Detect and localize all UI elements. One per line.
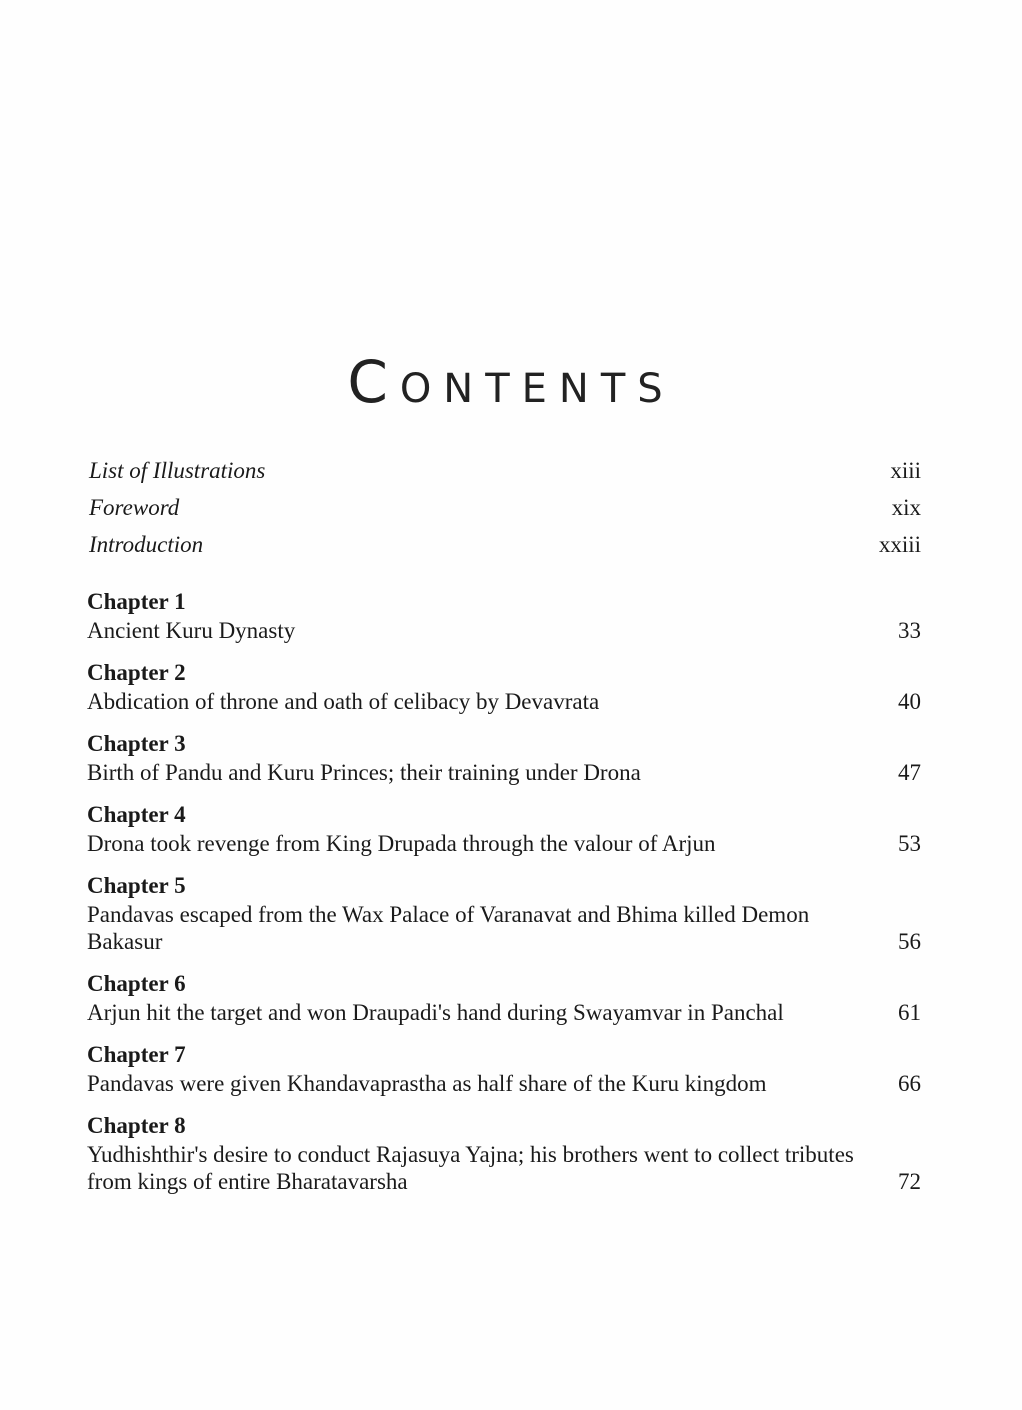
- chapter-heading: Chapter 2: [87, 660, 186, 685]
- chapter-entry[interactable]: [87, 968, 921, 1026]
- front-matter-page: xxiii: [878, 532, 921, 557]
- chapter-page: 47: [898, 760, 921, 785]
- chapter-heading: Chapter 7: [87, 1042, 186, 1067]
- chapter-title: Abdication of throne and oath of celibacy by Devavrata: [87, 689, 600, 714]
- chapter-page: 61: [898, 1000, 921, 1025]
- chapter-entry[interactable]: [87, 1039, 921, 1097]
- title-rest: ONTENTS: [399, 366, 675, 413]
- front-matter-label: Introduction: [89, 532, 204, 557]
- chapter-title: Ancient Kuru Dynasty: [87, 618, 296, 643]
- chapter-heading: Chapter 6: [87, 971, 186, 996]
- front-matter-page: xiii: [890, 458, 921, 483]
- front-matter-item[interactable]: [89, 495, 921, 532]
- chapter-title: Pandavas escaped from the Wax Palace of Varanavat and Bhima killed Demon Bakasur: [87, 902, 810, 954]
- chapter-heading: Chapter 4: [87, 802, 186, 827]
- chapter-title: Arjun hit the target and won Draupadi's hand during Swayamvar in Panchal: [87, 1000, 784, 1025]
- chapter-entry[interactable]: [87, 586, 921, 644]
- chapter-entry[interactable]: [87, 728, 921, 786]
- chapter-page: 72: [898, 1169, 921, 1194]
- front-matter-list: [89, 458, 921, 569]
- contents-title: [0, 348, 1022, 417]
- chapter-page: 53: [898, 831, 921, 856]
- chapter-heading: Chapter 3: [87, 731, 186, 756]
- front-matter-label: Foreword: [89, 495, 180, 520]
- chapter-heading: Chapter 1: [87, 589, 186, 614]
- chapter-heading: Chapter 8: [87, 1113, 186, 1138]
- chapter-page: 66: [898, 1071, 921, 1096]
- chapter-title: Pandavas were given Khandavaprastha as half share of the Kuru kingdom: [87, 1071, 767, 1096]
- chapter-page: 33: [898, 618, 921, 643]
- chapter-entry[interactable]: [87, 799, 921, 857]
- chapter-entry[interactable]: [87, 870, 921, 955]
- front-matter-item[interactable]: [89, 458, 921, 495]
- chapter-entry[interactable]: [87, 657, 921, 715]
- chapter-heading: Chapter 5: [87, 873, 186, 898]
- chapter-page: 40: [898, 689, 921, 714]
- chapter-title: Yudhishthir's desire to conduct Rajasuya Yajna; his brothers went to collect tributes from kings of entire Bharatavarsha: [87, 1142, 854, 1194]
- front-matter-label: List of Illustrations: [89, 458, 266, 483]
- chapter-page: 56: [898, 929, 921, 954]
- front-matter-page: xix: [891, 495, 921, 520]
- chapter-entry[interactable]: [87, 1110, 921, 1195]
- chapter-title: Drona took revenge from King Drupada through the valour of Arjun: [87, 831, 716, 856]
- chapter-list: [87, 586, 921, 1208]
- title-initial: C: [347, 348, 400, 417]
- front-matter-item[interactable]: [89, 532, 921, 569]
- chapter-title: Birth of Pandu and Kuru Princes; their training under Drona: [87, 760, 641, 785]
